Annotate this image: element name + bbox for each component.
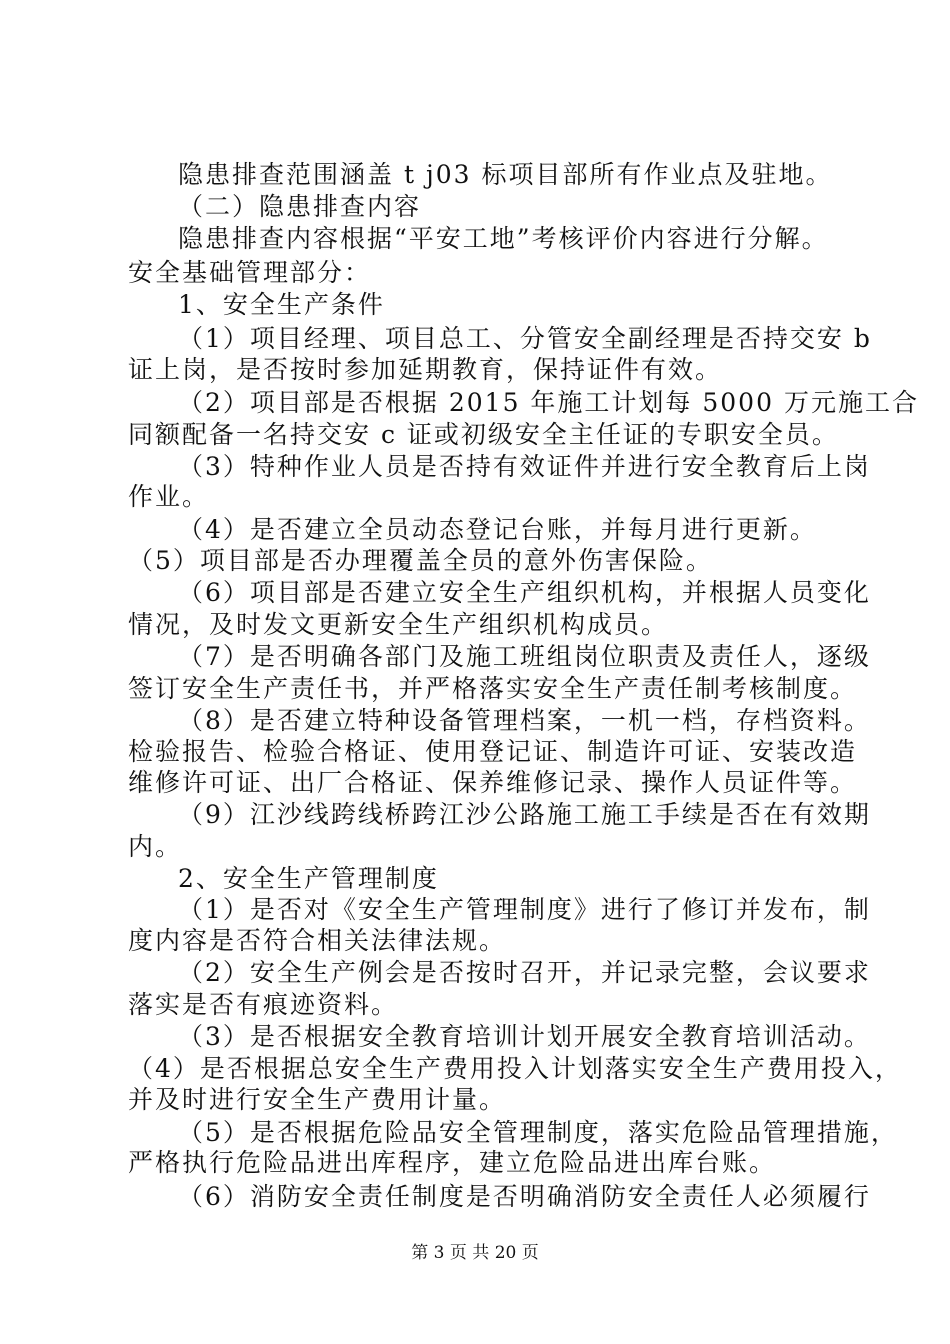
text-line: （8）是否建立特种设备管理档案，一机一档，存档资料。	[178, 706, 871, 735]
text-line: （2）项目部是否根据 2015 年施工计划每 5000 万元施工合	[178, 388, 919, 417]
text-line: （4）是否建立全员动态登记台账，并每月进行更新。	[178, 515, 817, 544]
text-line: 作业。	[128, 482, 210, 511]
text-line: 并及时进行安全生产费用计量。	[128, 1085, 507, 1114]
text-line: 内。	[128, 832, 183, 861]
text-line: 同额配备一名持交安 c 证或初级安全主任证的专职安全员。	[128, 420, 839, 449]
text-line: （7）是否明确各部门及施工班组岗位职责及责任人，逐级	[178, 642, 871, 671]
text-line: （5）项目部是否办理覆盖全员的意外伤害保险。	[128, 546, 713, 575]
text-line: （5）是否根据危险品安全管理制度，落实危险品管理措施，	[178, 1118, 898, 1147]
text-line: （3）特种作业人员是否持有效证件并进行安全教育后上岗	[178, 452, 871, 481]
text-line: 严格执行危险品进出库程序，建立危险品进出库台账。	[128, 1148, 777, 1177]
text-line: （6）消防安全责任制度是否明确消防安全责任人必须履行	[178, 1182, 871, 1211]
text-line: 度内容是否符合相关法律法规。	[128, 926, 507, 955]
text-line: 检验报告、检验合格证、使用登记证、制造许可证、安装改造	[128, 737, 858, 766]
text-line: （1）是否对《安全生产管理制度》进行了修订并发布，制	[178, 895, 871, 924]
text-line: （9）江沙线跨线桥跨江沙公路施工施工手续是否在有效期	[178, 800, 871, 829]
text-line: （6）项目部是否建立安全生产组织机构，并根据人员变化	[178, 578, 871, 607]
text-line: 1、安全生产条件	[178, 290, 385, 319]
text-line: 维修许可证、出厂合格证、保养维修记录、操作人员证件等。	[128, 768, 858, 797]
text-line: （3）是否根据安全教育培训计划开展安全教育培训活动。	[178, 1022, 871, 1051]
text-line: 签订安全生产责任书，并严格落实安全生产责任制考核制度。	[128, 674, 858, 703]
page-footer: 第 3 页 共 20 页	[411, 1243, 539, 1263]
text-line: 证上岗，是否按时参加延期教育，保持证件有效。	[128, 355, 723, 384]
text-line: （2）安全生产例会是否按时召开，并记录完整，会议要求	[178, 958, 871, 987]
text-line: 落实是否有痕迹资料。	[128, 990, 399, 1019]
text-line: （二）隐患排查内容	[178, 192, 422, 221]
text-line: （4）是否根据总安全生产费用投入计划落实安全生产费用投入，	[128, 1054, 902, 1083]
text-line: 情况，及时发文更新安全生产组织机构成员。	[128, 610, 669, 639]
text-line: 隐患排查内容根据“平安工地”考核评价内容进行分解。	[178, 224, 829, 253]
text-line: 安全基础管理部分：	[128, 258, 372, 287]
text-line: （1）项目经理、项目总工、分管安全副经理是否持交安 b	[178, 324, 872, 353]
text-line: 2、安全生产管理制度	[178, 864, 439, 893]
text-line: 隐患排查范围涵盖 t j03 标项目部所有作业点及驻地。	[178, 160, 833, 189]
